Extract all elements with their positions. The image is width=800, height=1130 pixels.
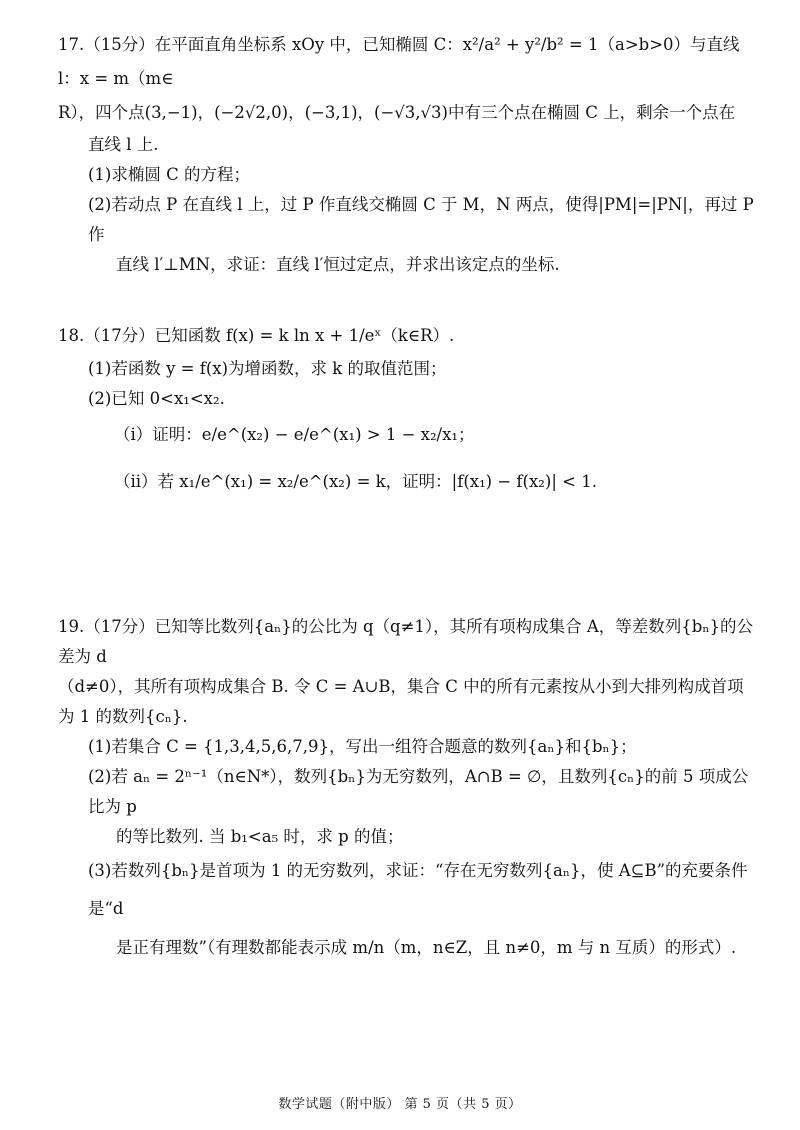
q18-stem: 18.（17分）已知函数 f(x) = k ln x + 1/eˣ（k∈R）. — [58, 326, 455, 345]
page-footer: 数学试题（附中版） 第 5 页（共 5 页） — [278, 1097, 522, 1112]
q17-part2-line1: (2)若动点 P 在直线 l 上，过 P 作直线交椭圆 C 于 M，N 两点，使得|PM|=|PN|，再过 P 作 — [88, 195, 754, 244]
q18-part2-i: （ⅰ）证明：e/e^(x₂) − e/e^(x₁) > 1 − x₂/x₁； — [114, 425, 475, 444]
q19-part1: (1)若集合 C = {1,3,4,5,6,7,9}，写出一组符合题意的数列{aₙ}和{bₙ}； — [88, 737, 637, 756]
question-18 — [58, 318, 758, 508]
q17-stem-line3: 直线 l 上. — [88, 135, 159, 154]
q19-part2-line1: (2)若 aₙ = 2ⁿ⁻¹（n∈N*），数列{bₙ}为无穷数列，A∩B = ∅，且数列{cₙ}的前 5 项成公比为 p — [88, 767, 749, 816]
q19-part3-line1: (3)若数列{bₙ}是首项为 1 的无穷数列，求证：“存在无穷数列{aₙ}，使 A⊆B”的充要条件是“d — [88, 861, 748, 918]
q17-stem-line1: 17.（15分）在平面直角坐标系 xOy 中，已知椭圆 C：x²/a² + y²/b² = 1（a>b>0）与直线 l：x = m（m∈ — [58, 35, 740, 88]
q17-part1: (1)求椭圆 C 的方程； — [88, 165, 250, 184]
question-19 — [58, 612, 758, 968]
q17-stem-line2: R），四个点(3,−1)，(−2√2,0)，(−3,1)，(−√3,√3)中有三个点在椭圆 C 上，剩余一个点在 — [58, 103, 736, 122]
q18-part2: (2)已知 0<x₁<x₂. — [88, 389, 225, 408]
q17-part2-line2: 直线 l′⊥MN，求证：直线 l′恒过定点，并求出该定点的坐标. — [116, 255, 560, 274]
q18-part1: (1)若函数 y = f(x)为增函数，求 k 的取值范围； — [88, 359, 447, 378]
q19-part3-line2: 是正有理数”（有理数都能表示成 m/n（m，n∈Z，且 n≠0，m 与 n 互质）的形式）. — [116, 938, 737, 957]
question-17 — [58, 28, 758, 280]
q19-stem-line3: 为 1 的数列{cₙ}. — [58, 707, 188, 726]
q19-stem-line1: 19.（17分）已知等比数列{aₙ}的公比为 q（q≠1），其所有项构成集合 A，等差数列{bₙ}的公差为 d — [58, 617, 754, 666]
q19-part2-line2: 的等比数列. 当 b₁<a₅ 时，求 p 的值； — [116, 827, 404, 846]
q19-stem-line2: （d≠0），其所有项构成集合 B. 令 C = A∪B，集合 C 中的所有元素按从小到大排列构成首项 — [58, 677, 744, 696]
q18-part2-ii: （ⅱ）若 x₁/e^(x₁) = x₂/e^(x₂) = k，证明：|f(x₁) − f(x₂)| < 1. — [114, 472, 597, 491]
